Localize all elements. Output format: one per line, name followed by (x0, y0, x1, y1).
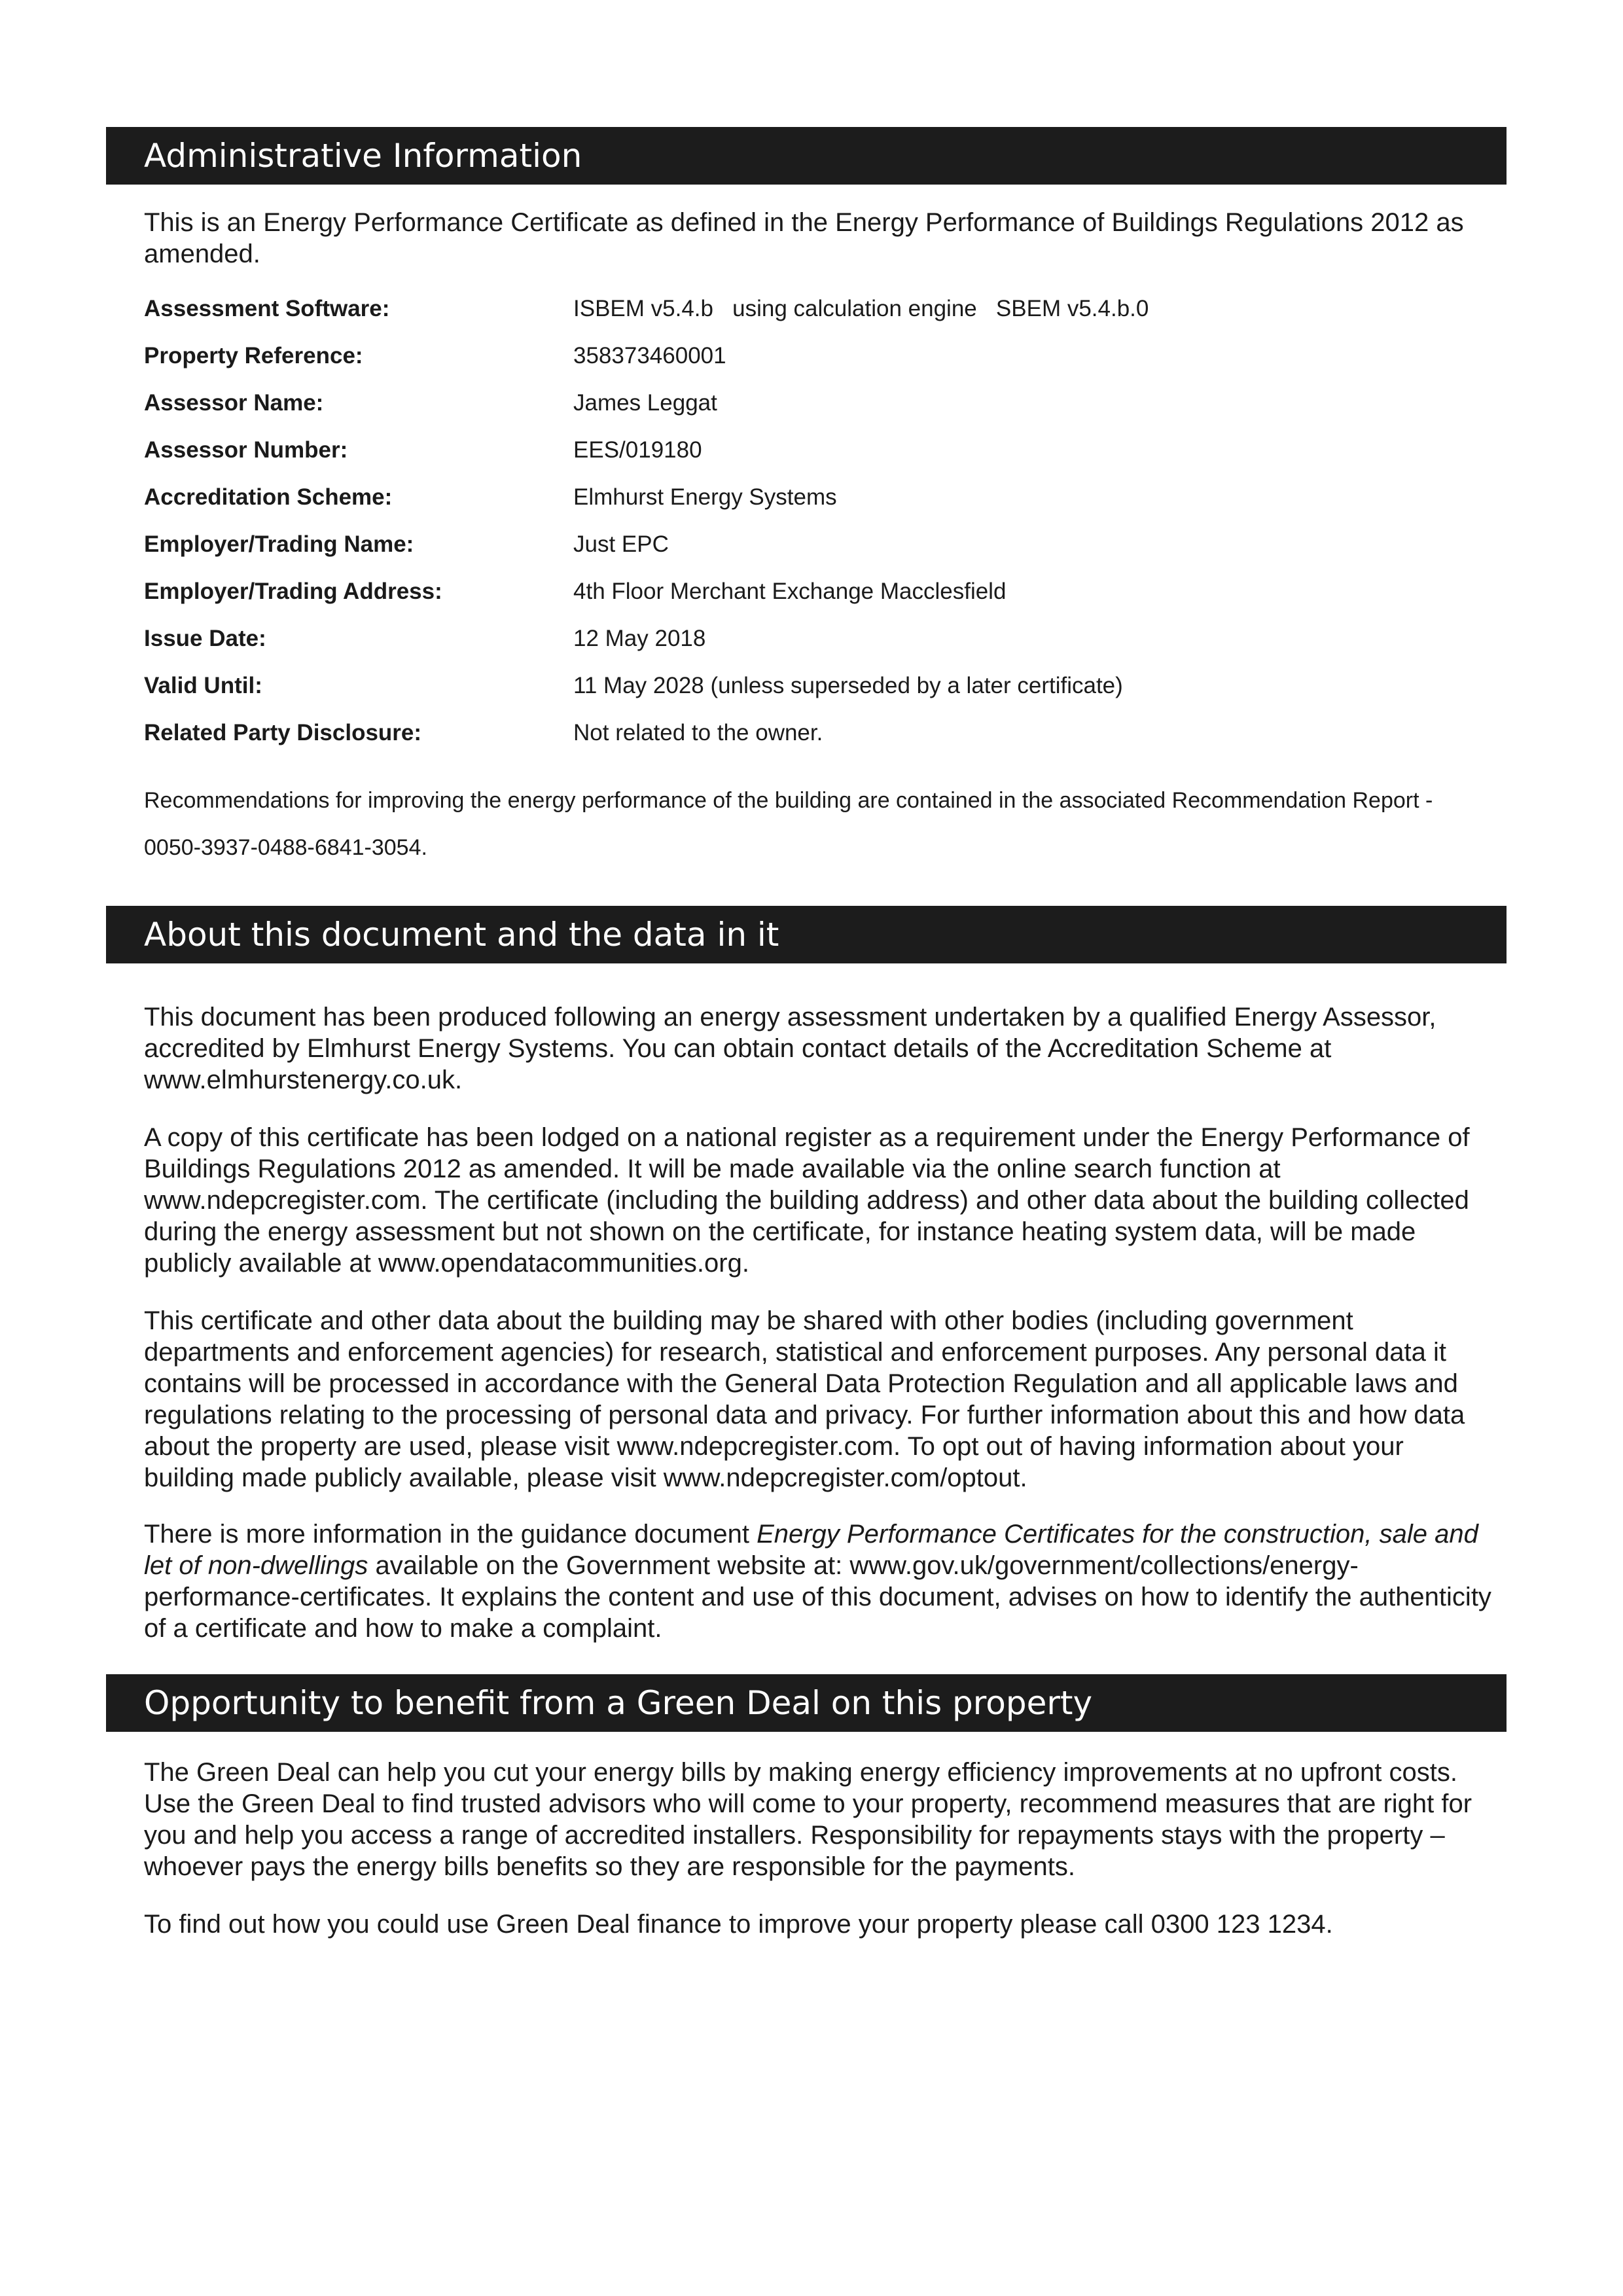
green-deal-paragraph-2: To find out how you could use Green Deal finance to improve your property please call 0300 123 1234. (144, 1910, 1333, 1939)
guidance-text-after: available on the Government website at: www.gov.uk/government/collections/energy-performance-certificates. It explains the content and use of this document, advises on how to identify the authenticity of a certificate and how to make a complaint. (144, 1551, 1491, 1643)
admin-section-heading: Administrative Information (106, 127, 1507, 185)
about-paragraph-3: This certificate and other data about the building may be shared with other bodies (including government departments and enforcement agencies) for research, statistical and enforcement purposes. Any personal data it contains will be processed in accordance with the General Data Protection Regulation and all applicable laws and regulations relating to the processing of personal data and privacy. For further information about this and how data about the property are used, please visit www.ndepcregister.com. To opt out of having information about your building made publicly available, please visit www.ndepcregister.com/optout. (144, 1306, 1465, 1492)
admin-row (144, 568, 1492, 615)
assessment-software-value: ISBEM v5.4.b using calculation engine SBEM v5.4.b.0 (573, 296, 1149, 321)
valid-until-value: 11 May 2028 (unless superseded by a later certificate) (573, 673, 1123, 698)
about-paragraph-4 (144, 1518, 1492, 1644)
accreditation-scheme-value: Elmhurst Energy Systems (573, 484, 837, 510)
assessor-number-label: Assessor Number: (144, 437, 348, 463)
property-reference-label: Property Reference: (144, 343, 363, 368)
guidance-text-before: There is more information in the guidance document (144, 1520, 757, 1549)
accreditation-scheme-label: Accreditation Scheme: (144, 484, 393, 510)
property-reference-value: 358373460001 (573, 343, 726, 368)
employer-address-label: Employer/Trading Address: (144, 579, 442, 604)
employer-name-label: Employer/Trading Name: (144, 531, 414, 557)
about-paragraph-1: This document has been produced following an energy assessment undertaken by a qualified Energy Assessor, accredited by Elmhurst Energy Systems. You can obtain contact details of the Accreditation Scheme at www.elmhurstenergy.co.uk. (144, 1003, 1436, 1094)
assessor-name-value: James Leggat (573, 390, 717, 416)
admin-row (144, 662, 1492, 709)
admin-row (144, 285, 1492, 332)
assessor-number-value: EES/019180 (573, 437, 702, 463)
admin-row (144, 380, 1492, 427)
about-paragraph-2: A copy of this certificate has been lodged on a national register as a requirement under the Energy Performance of Buildings Regulations 2012 as amended. It will be made available via the online search function at www.ndepcregister.com. The certificate (including the building address) and other data about the building collected during the energy assessment but not shown on the certificate, for instance heating system data, will be made publicly available at www.opendatacommunities.org. (144, 1123, 1470, 1278)
admin-row (144, 615, 1492, 662)
about-section-heading: About this document and the data in it (106, 906, 1507, 963)
employer-address-value: 4th Floor Merchant Exchange Macclesfield (573, 579, 1007, 604)
admin-details-table (144, 285, 1492, 757)
valid-until-label: Valid Until: (144, 673, 262, 698)
admin-intro: This is an Energy Performance Certificate as defined in the Energy Performance of Buildings Regulations 2012 as amended. (144, 208, 1464, 268)
admin-row (144, 474, 1492, 521)
admin-row (144, 332, 1492, 380)
admin-row (144, 709, 1492, 757)
issue-date-label: Issue Date: (144, 626, 266, 651)
recommendation-report-number: 0050-3937-0488-6841-3054. (144, 835, 427, 860)
related-party-value: Not related to the owner. (573, 720, 823, 745)
issue-date-value: 12 May 2018 (573, 626, 706, 651)
admin-row (144, 521, 1492, 568)
assessor-name-label: Assessor Name: (144, 390, 324, 416)
green-deal-section-heading: Opportunity to benefit from a Green Deal on this property (106, 1674, 1507, 1732)
green-deal-paragraph-1: The Green Deal can help you cut your energy bills by making energy efficiency improvements at no upfront costs. Use the Green Deal to find trusted advisors who will come to your property, recommend measures that are right for you and help you access a range of accredited installers. Responsibility for repayments stays with the property – whoever pays the energy bills benefits so they are responsible for the payments. (144, 1758, 1472, 1881)
assessment-software-label: Assessment Software: (144, 296, 390, 321)
recommendation-report-text: Recommendations for improving the energy performance of the building are contained in the associated Recommendation Report - (144, 788, 1433, 813)
related-party-label: Related Party Disclosure: (144, 720, 422, 745)
guidance-document-title: Energy Performance Certificates for the construction, sale and let of non-dwellings (144, 1520, 1478, 1580)
employer-name-value: Just EPC (573, 531, 669, 557)
admin-row (144, 427, 1492, 474)
